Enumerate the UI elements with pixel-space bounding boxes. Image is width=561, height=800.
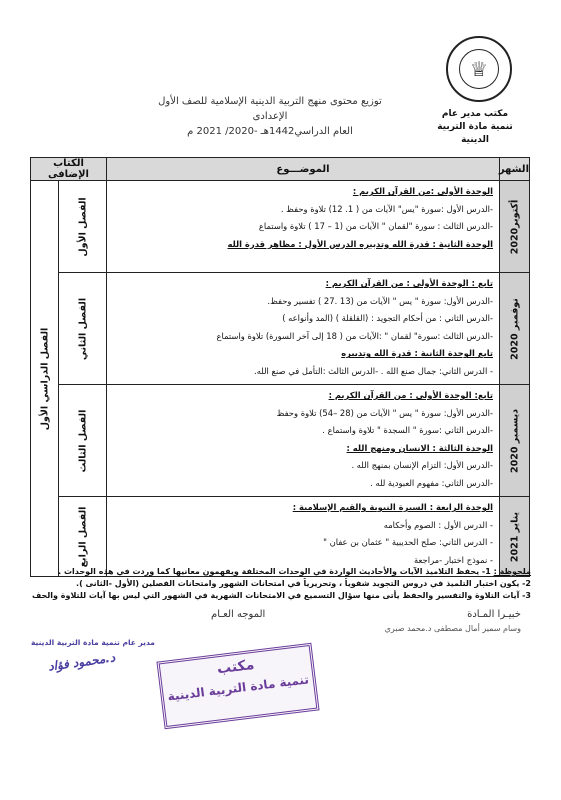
unit-heading: تابع: الوحدة الأولى : من القرآن الكريم : bbox=[328, 390, 493, 400]
unit-heading: تابع الوحدة الثانية : قدرة الله وتدبيره bbox=[341, 348, 493, 359]
lesson-line: -الدرس الثالث :سورة" لقمان " :الآيات من ( 18 إلى آخر السورة) تلاوة واستماع bbox=[216, 330, 493, 341]
table-header-row bbox=[31, 158, 530, 181]
ministry-logo bbox=[446, 36, 512, 102]
semester-cell bbox=[31, 181, 59, 577]
expert-names: وسام سمير أمال مصطفى د.محمد صبري bbox=[384, 624, 521, 633]
lesson-line: - الدرس الثاني: جمال صنع الله . -الدرس الثالث :التأمل في صنع الله. bbox=[254, 365, 493, 376]
note-line: 1- يحفظ التلاميذ الآيات والأحاديث الواردة في الوحدات المختلفة ويفهمون معانيها كما وردت في هذه الوحدات . bbox=[58, 567, 494, 576]
chapter-label: الفصل الثاني bbox=[77, 297, 89, 360]
lesson-line: - نموذج اختبار -مراجعة bbox=[414, 554, 493, 565]
office-header bbox=[425, 108, 525, 147]
document-title: توزيع محتوى منهج التربية الدينية الإسلامية للصف الأول الإعدادى bbox=[158, 96, 382, 122]
chapter-cell bbox=[59, 385, 107, 497]
month-label: نوفمبر 2020 bbox=[509, 297, 520, 360]
document-subtitle: العام الدراسي1442هـ -2020/ 2021 م bbox=[187, 126, 353, 137]
stamp-line2: تنمية مادة التربية الدينية bbox=[166, 672, 310, 704]
month-label: ديسمبر 2020 bbox=[509, 408, 520, 473]
topic-cell bbox=[107, 181, 500, 273]
lesson-line: - الدرس الأول : الصوم وأحكامه bbox=[383, 519, 493, 530]
chapter-cell bbox=[59, 273, 107, 385]
signature-titles bbox=[31, 609, 521, 620]
stamp-line1: مكتب bbox=[216, 656, 256, 678]
unit-heading: الوحدة الرابعة : السيرة النبوية والقيم الإسلامية : bbox=[292, 502, 493, 512]
topic-cell bbox=[107, 273, 500, 385]
lesson-line: -الدرس الثاني :سورة " السجدة " تلاوة واستماع . bbox=[322, 425, 493, 436]
unit-heading: الوحدة الأولى :من القرآن الكريم : bbox=[352, 186, 493, 196]
lesson-line: -الدرس الثاني : من أحكام التجويد : (القلقلة ) (المد وأنواعه ) bbox=[282, 313, 493, 324]
table-row bbox=[31, 497, 530, 577]
semester-label: الفصل الدراسي الأول bbox=[39, 327, 50, 430]
note-line: 3- آيات التلاوة والتفسير والحفظ يأتى منها سؤال التسميع في الامتحانات الشهرية في الشهور التي ليس بها آيات للتلاوة والحف bbox=[31, 591, 531, 600]
chapter-label: الفصل الرابع bbox=[77, 506, 89, 567]
lesson-line: -الدرس الثالث : سورة "لقمان " الآيات من (1 – 17 ) تلاوة واستماع bbox=[258, 221, 493, 232]
director-line bbox=[31, 638, 521, 647]
month-cell bbox=[500, 385, 530, 497]
lesson-line: - الدرس الثاني: صلح الحديبية " عثمان بن عفان " bbox=[323, 537, 493, 548]
office-line1: مكتب مدير عام bbox=[441, 109, 509, 119]
topic-cell bbox=[107, 385, 500, 497]
director-signature: د.محمود فؤاد bbox=[47, 650, 117, 674]
office-line2: تنمية مادة التربية الدينية bbox=[437, 122, 513, 145]
table-row bbox=[31, 385, 530, 497]
table-row bbox=[31, 181, 530, 273]
month-label: أكتوبر2020 bbox=[509, 199, 520, 254]
header-topic: الموضـــوع bbox=[107, 158, 500, 181]
lesson-line: -الدرس الأول: سورة " يس " الآيات من (13 .27 ) تفسير وحفظ. bbox=[267, 295, 493, 306]
lesson-line: -الدرس الأول: سورة " يس " الآيات من (28 –54) تلاوة وحفظ bbox=[276, 407, 493, 418]
header-book: الكتاب الإضافى bbox=[31, 158, 107, 181]
table-row bbox=[31, 273, 530, 385]
supervisor-title: الموجه العـام bbox=[211, 609, 266, 620]
document-title-block bbox=[150, 94, 390, 139]
signature-names bbox=[31, 624, 521, 633]
director-label: مدير عام تنمية مادة التربية الدينية bbox=[31, 638, 155, 647]
chapter-cell bbox=[59, 181, 107, 273]
chapter-cell bbox=[59, 497, 107, 577]
chapter-label: الفصل الأول bbox=[77, 196, 89, 257]
curriculum-table bbox=[30, 157, 530, 577]
eagle-emblem-icon: ♕ bbox=[459, 49, 499, 89]
header-month: الشهر bbox=[500, 158, 530, 181]
topic-cell bbox=[107, 497, 500, 577]
month-cell bbox=[500, 273, 530, 385]
expert-title: خبيـرا المـادة bbox=[467, 609, 521, 620]
month-cell bbox=[500, 181, 530, 273]
chapter-label: الفصل الثالث bbox=[77, 409, 89, 472]
notes-label: ملحوظة : bbox=[493, 567, 531, 576]
lesson-line: -الدرس الأول :سورة "يس" الآيات من ( 1. 12) تلاوة وحفظ . bbox=[280, 203, 493, 214]
unit-heading: الوحدة الثانية : قدرة الله وتدبيره الدرس الأول : مظاهر قدرة الله bbox=[227, 238, 493, 249]
note-line: 2- يكون اختبار التلميذ في دروس التجويد شفوياً ، وتحريرياً في امتحانات الشهور وامتحانات الفصلين (الأول -الثانى ). bbox=[76, 579, 531, 588]
unit-heading: تابع : الوحدة الأولى : من القرآن الكريم : bbox=[325, 278, 493, 288]
lesson-line: -الدرس الثاني: مفهوم العبودية لله . bbox=[370, 477, 493, 488]
unit-heading: الوحدة الثالثة : الانسان ومنهج الله : bbox=[346, 442, 493, 453]
notes-block bbox=[26, 566, 531, 602]
office-stamp bbox=[156, 643, 319, 730]
lesson-line: -الدرس الأول: التزام الإنسان بمنهج الله . bbox=[351, 460, 493, 471]
month-label: يناير 2021 bbox=[509, 511, 520, 562]
month-cell bbox=[500, 497, 530, 577]
